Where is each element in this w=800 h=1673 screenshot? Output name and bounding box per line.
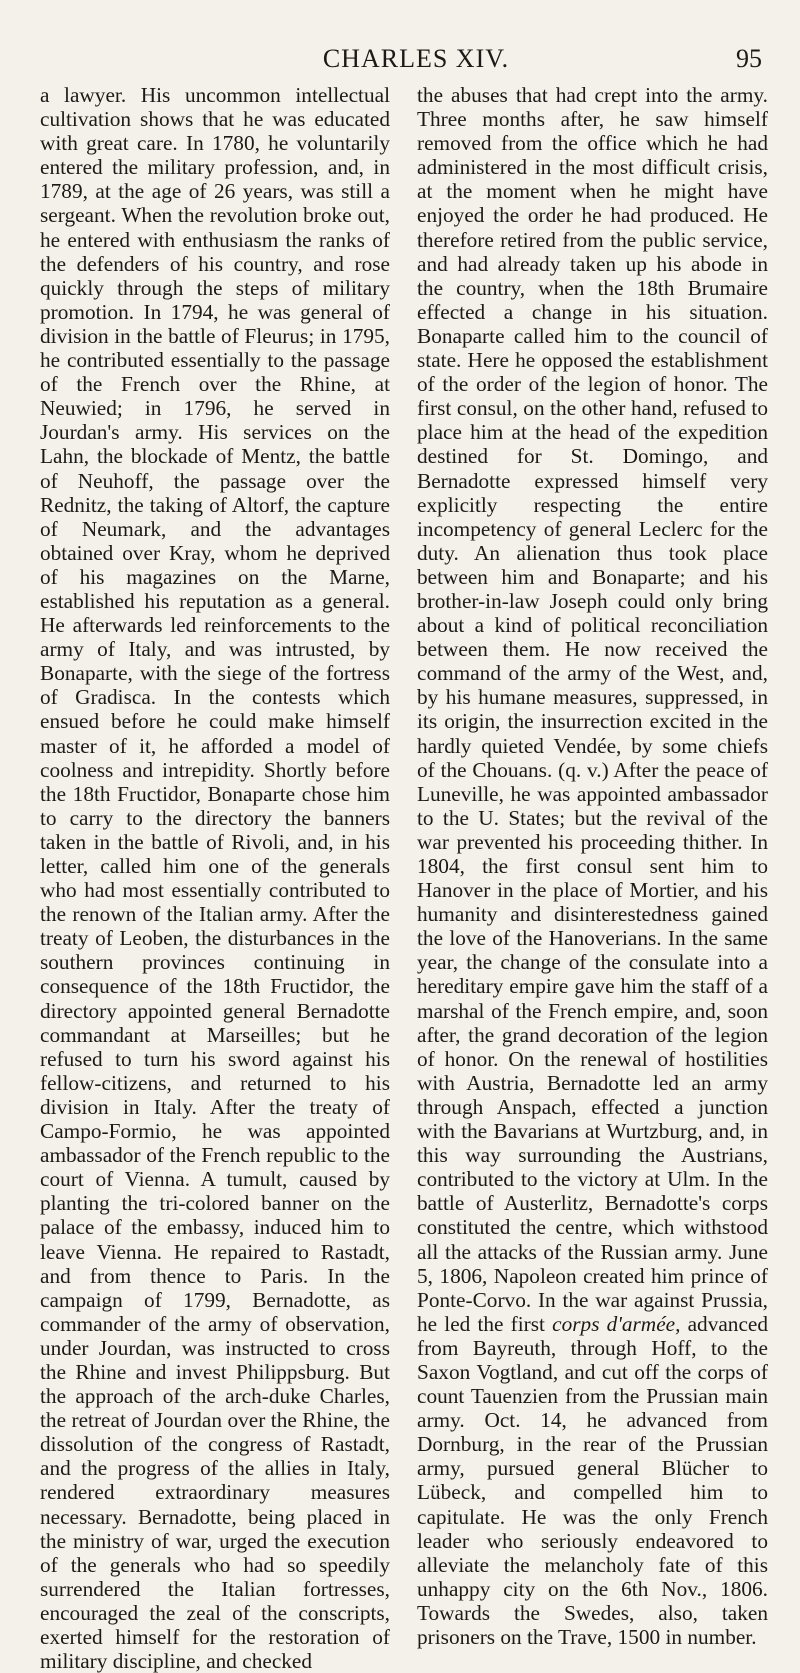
left-column [40, 83, 390, 1673]
right-column [417, 83, 768, 1649]
running-head: CHARLES XIV. [322, 44, 510, 73]
left-column-text: a lawyer. His uncommon intellectual cultivation shows that he was educated with great care. In 1780, he voluntarily entered the military profession, and, in 1789, at the age of 26 years, was still a sergeant. When the revolution broke out, he entered with enthusiasm the ranks of the defenders of his country, and rose quickly through the steps of military promotion. In 1794, he was general of division in the battle of Fleurus; in 1795, he contributed essentially to the passage of the French over the Rhine, at Neuwied; in 1796, he served in Jourdan's army. His services on the Lahn, the blockade of Mentz, the battle of Neuhoff, the passage over the Rednitz, the taking of Altorf, the capture of Neumark, and the advantages obtained over Kray, whom he deprived of his magazines on the Marne, established his reputation as a general. He afterwards led reinforcements to the army of Italy, and was intrusted, by Bonaparte, with the siege of the fortress of Gradisca. In the contests which ensued before he could make himself master of it, he afforded a model of coolness and intrepidity. Shortly before the 18th Fructidor, Bonaparte chose him to carry to the directory the banners taken in the battle of Rivoli, and, in his letter, called him one of the generals who had most essentially contributed to the renown of the Italian army. After the treaty of Leoben, the disturbances in the southern provinces continuing in consequence of the 18th Fructidor, the directory appointed general Bernadotte commandant at Marseilles; but he refused to turn his sword against his fellow-citizens, and returned to his division in Italy. After the treaty of Campo-Formio, he was appointed ambassador of the French republic to the court of Vienna. A tumult, caused by planting the tri-colored banner on the palace of the embassy, induced him to leave Vienna. He repaired to Rastadt, and from thence to Paris. In the campaign of 1799, Bernadotte, as commander of the army of observation, under Jourdan, was instructed to cross the Rhine and invest Philippsburg. But the approach of the arch-duke Charles, the retreat of Jourdan over the Rhine, the dissolution of the congress of Rastadt, and the progress of the allies in Italy, rendered extraordinary measures necessary. Bernadotte, being placed in the ministry of war, urged the execution of the generals who had so speedily surrendered the Italian fortresses, encouraged the zeal of the conscripts, exerted himself for the restoration of military discipline, and checked [40, 83, 390, 1673]
page-number: 95 [736, 44, 762, 73]
right-column-text [417, 83, 768, 1649]
right-column-text-part-1: the abuses that had crept into the army. Three months after, he saw himself removed from the office which he had administered in the most difficult crisis, at the moment when he might have enjoyed the order he had produced. He therefore retired from the public service, and had already taken up his abode in the country, when the 18th Brumaire effected a change in his situation. Bonaparte called him to the council of state. Here he opposed the establishment of the order of the legion of honor. The first consul, on the other hand, refused to place him at the head of the expedition destined for St. Domingo, and Bernadotte expressed himself very explicitly respecting the entire incompetency of general Leclerc for the duty. An alienation thus took place between him and Bonaparte; and his brother-in-law Joseph could only bring about a kind of political reconciliation between them. He now received the command of the army of the West, and, by his humane measures, suppressed, in its origin, the insurrection excited in the hardly quieted Vendée, by some chiefs of the Chouans. (q. v.) After the peace of Luneville, he was appointed ambassador to the U. States; but the revival of the war prevented his proceeding thither. In 1804, the first consul sent him to Hanover in the place of Mortier, and his humanity and disinterestedness gained the love of the Hanoverians. In the same year, the change of the consulate into a hereditary empire gave him the staff of a marshal of the French empire, and, soon after, the grand decoration of the legion of honor. On the renewal of hostilities with Austria, Bernadotte led an army through Anspach, effected a junction with the Bavarians at Wurtzburg, and, in this way surrounding the Austrians, contributed to the victory at Ulm. In the battle of Austerlitz, Bernadotte's corps constituted the centre, which withstood all the attacks of the Russian army. June 5, 1806, Napoleon created him prince of Ponte-Corvo. In the war against Prussia, he led the first [417, 83, 768, 1336]
italic-phrase: corps d'armée, [552, 1311, 681, 1336]
right-column-text-part-2: advanced from Bayreuth, through Hoff, to the Saxon Vogtland, and cut off the corps of count Tauenzien from the Prussian main army. Oct. 14, he advanced from Dornburg, in the rear of the Prussian army, pursued general Blücher to Lübeck, and compelled him to capitulate. He was the only French leader who seriously endeavored to alleviate the melancholy fate of this unhappy city on the 6th Nov., 1806. Towards the Swedes, also, taken prisoners on the Trave, 1500 in number. [417, 1311, 769, 1649]
page-header [70, 44, 762, 80]
